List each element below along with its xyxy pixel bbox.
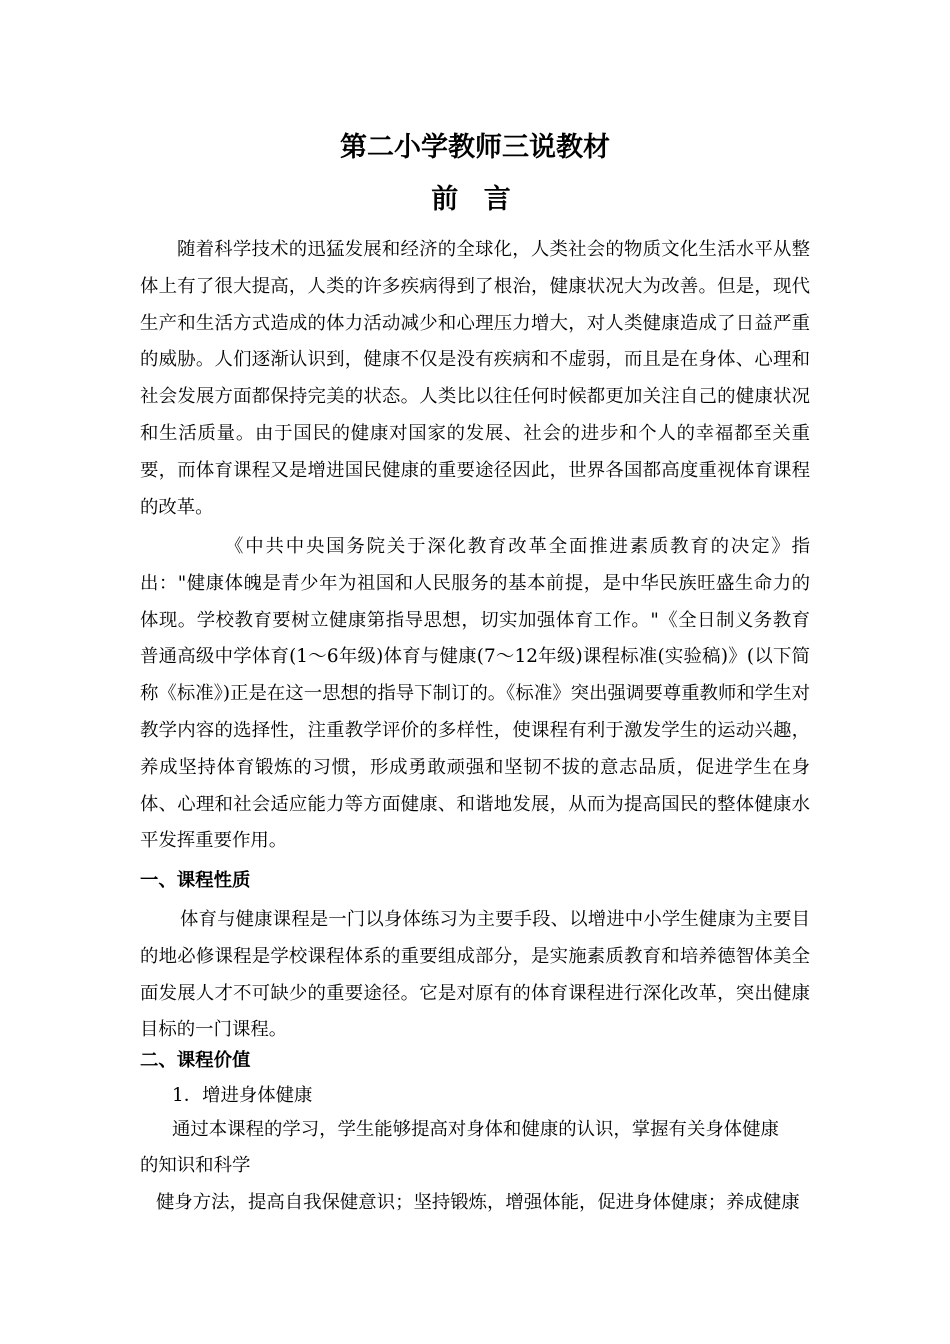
preface-heading: 前 言 — [431, 184, 519, 215]
body-text-line: 健身方法，提高自我保健意识；坚持锻炼，增强体能，促进身体健康；养成健康 — [156, 1192, 800, 1213]
section-paragraph-course-nature: 体育与健康课程是一门以身体练习为主要手段、以增进中小学生健康为主要目的地必修课程是学校课程体系的重要组成部分，是实施素质教育和培养德智体美全面发展人才不可缺少的重要途径。它是对原有的体育课程进行深化改革，突出健康目标的一门课程。 — [140, 909, 810, 1041]
section-heading-course-value: 二、课程价值 — [140, 1050, 251, 1071]
body-text-line: 通过本课程的学习，学生能够提高对身体和健康的认识，掌握有关身体健康 — [172, 1119, 779, 1140]
body-text-line: 的知识和科学 — [140, 1155, 251, 1176]
document-title: 第二小学教师三说教材 — [340, 132, 610, 163]
section-heading-course-nature: 一、课程性质 — [140, 870, 251, 891]
preface-paragraph-1: 随着科学技术的迅猛发展和经济的全球化，人类社会的物质文化生活水平从整体上有了很大提高，人类的许多疾病得到了根治，健康状况大为改善。但是，现代生产和生活方式造成的体力活动减少和心理压力增大，对人类健康造成了日益严重的威胁。人们逐渐认识到，健康不仅是没有疾病和不虚弱，而且是在身体、心理和社会发展方面都保持完美的状态。人类比以往任何时候都更加关注自己的健康状况和生活质量。由于国民的健康对国家的发展、社会的进步和个人的幸福都至关重要，而体育课程又是增进国民健康的重要途径因此，世界各国都高度重视体育课程的改革。 — [140, 239, 810, 518]
preface-paragraph-2: 《中共中央国务院关于深化教育改革全面推进素质教育的决定》指出："健康体魄是青少年为祖国和人民服务的基本前提，是中华民族旺盛生命力的体现。学校教育要树立健康第指导思想，切实加强体育工作。"《全日制义务教育普通高级中学体育(1～6年级)体育与健康(7～12年级)课程标准(实验稿)》(以下简称《标准》)正是在这一思想的指导下制订的。《标准》突出强调要尊重教师和学生对教学内容的选择性，注重教学评价的多样性，使课程有利于激发学生的运动兴趣，养成坚持体育锻炼的习惯，形成勇敢顽强和坚韧不拔的意志品质，促进学生在身体、心理和社会适应能力等方面健康、和谐地发展，从而为提高国民的整体健康水平发挥重要作用。 — [140, 536, 810, 852]
list-item-physical-health: 1．增进身体健康 — [172, 1085, 313, 1106]
